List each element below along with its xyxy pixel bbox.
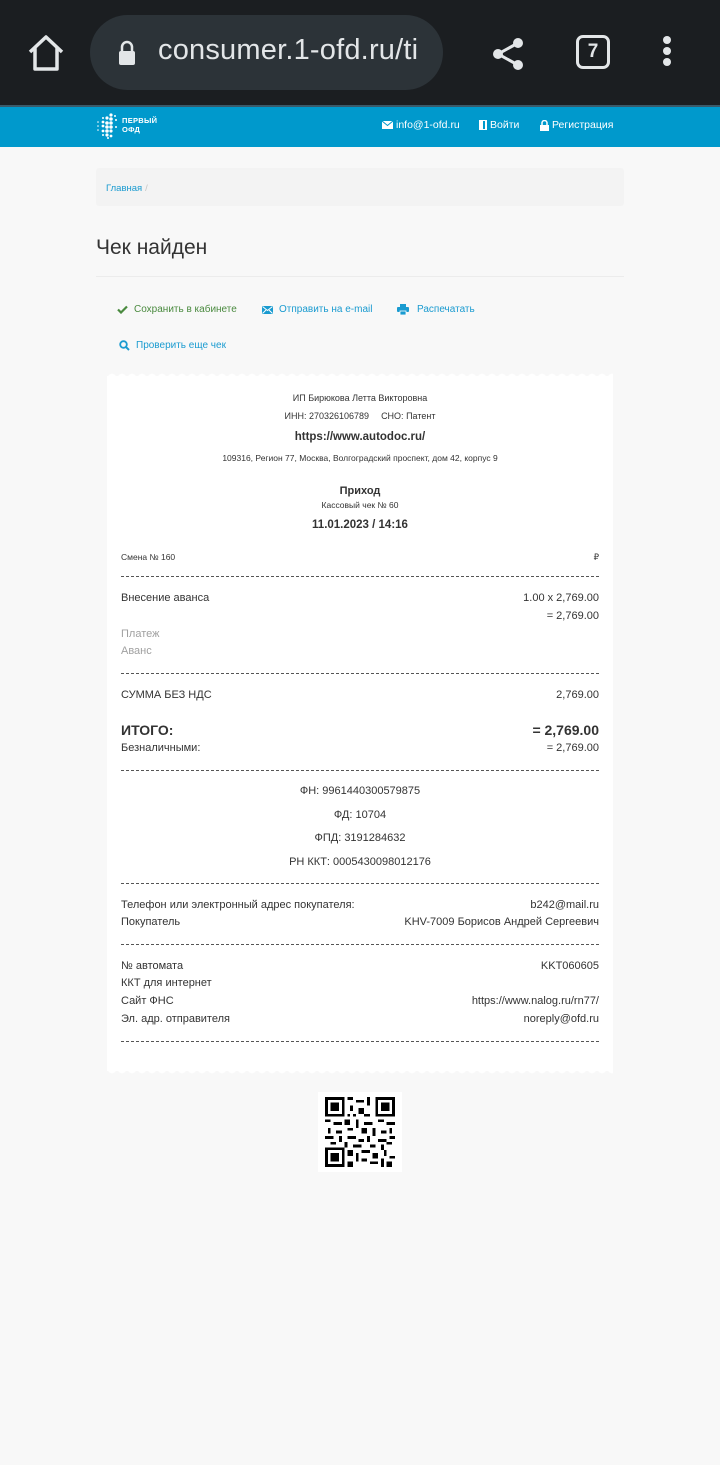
seller-tax-info — [107, 411, 613, 421]
save-to-cabinet-button[interactable] — [117, 304, 237, 315]
receipt-number: Кассовый чек № 60 — [321, 500, 399, 510]
divider — [121, 944, 599, 945]
sum-no-vat-label: СУММА БЕЗ НДС — [121, 689, 212, 701]
buyer-contact-label: Телефон или электронный адрес покупателя: — [121, 899, 355, 911]
kkt-internet-row — [121, 977, 599, 989]
sender-row — [121, 1013, 599, 1025]
item-total: = 2,769.00 — [546, 610, 599, 622]
checkmark-icon — [117, 305, 128, 314]
sum-no-vat-value: 2,769.00 — [556, 689, 599, 701]
header-register-text: Регистрация — [552, 119, 614, 131]
browser-toolbar — [0, 0, 720, 105]
operation-type: Приход — [339, 485, 381, 497]
page-title: Чек найден — [96, 236, 208, 259]
header-email-link[interactable] — [382, 119, 460, 131]
item-name: Внесение аванса — [121, 592, 210, 604]
envelope-icon — [262, 306, 273, 314]
machine-label: № автомата — [121, 960, 184, 972]
title-divider — [96, 276, 624, 277]
payment-subject — [121, 628, 599, 640]
item-total-row — [121, 610, 599, 622]
total-label: ИТОГО: — [121, 722, 174, 738]
receipt — [107, 376, 613, 1071]
buyer-row — [121, 916, 599, 928]
cashless-value: = 2,769.00 — [546, 742, 599, 754]
buyer-label: Покупатель — [121, 916, 181, 928]
check-another-receipt-button[interactable] — [119, 340, 226, 351]
home-icon[interactable] — [26, 33, 66, 73]
logo-text-line1: ПЕРВЫЙ — [122, 116, 158, 125]
fd-number: ФД: 10704 — [333, 809, 387, 821]
rn-kkt-number: РН ККТ: 0005430098012176 — [289, 856, 431, 868]
breadcrumb-home-link[interactable]: Главная — [106, 183, 143, 194]
cashless-row — [121, 742, 599, 754]
url-text[interactable]: consumer.1-ofd.ru/ti — [158, 34, 419, 66]
sender-label: Эл. адр. отправителя — [121, 1013, 230, 1025]
divider — [121, 883, 599, 884]
breadcrumb — [96, 168, 624, 206]
header-login-link[interactable] — [479, 119, 519, 131]
item-qty-price: 1.00 x 2,769.00 — [523, 592, 599, 604]
seller-sno: СНО: Патент — [381, 411, 436, 421]
fns-site-row — [121, 995, 599, 1007]
payment-subject-text: Платеж — [121, 628, 160, 640]
logo-text-line2: ОФД — [122, 125, 141, 134]
share-icon[interactable] — [490, 36, 526, 72]
buyer-value: KHV-7009 Борисов Андрей Сергеевич — [404, 916, 599, 928]
header-login-text: Войти — [490, 119, 520, 131]
shift-number: Смена № 160 — [121, 552, 176, 562]
header-email-text: info@1-ofd.ru — [396, 119, 460, 131]
site-header — [0, 105, 720, 147]
divider — [121, 576, 599, 577]
send-email-button[interactable] — [262, 304, 372, 315]
kkt-internet-label: ККТ для интернет — [121, 977, 212, 989]
seller-inn: ИНН: 270326106789 — [284, 411, 370, 421]
send-email-label: Отправить на e-mail — [279, 304, 373, 315]
tab-switcher-button[interactable]: 7 — [576, 35, 610, 69]
lock-icon — [118, 40, 136, 66]
login-door-icon — [479, 120, 487, 130]
item-row — [121, 592, 599, 604]
currency-sign: ₽ — [593, 552, 599, 562]
fpd-number: ФПД: 3191284632 — [314, 832, 406, 844]
print-label: Распечатать — [417, 304, 475, 315]
envelope-icon — [382, 121, 393, 129]
save-to-cabinet-label: Сохранить в кабинете — [134, 304, 237, 315]
machine-row — [121, 960, 599, 972]
lock-icon — [540, 120, 549, 131]
payment-method-text: Аванс — [121, 645, 152, 657]
divider — [121, 673, 599, 674]
total-row — [121, 722, 599, 738]
overflow-menu-icon[interactable] — [660, 36, 674, 72]
logo[interactable] — [95, 113, 165, 141]
divider — [121, 1041, 599, 1042]
logo-dots-icon — [95, 113, 119, 139]
seller-site: https://www.autodoc.ru/ — [294, 431, 426, 443]
shift-row — [121, 552, 599, 563]
buyer-contact-row — [121, 899, 599, 911]
receipt-qr-code — [318, 1092, 402, 1172]
divider — [121, 770, 599, 771]
receipt-datetime: 11.01.2023 / 14:16 — [312, 519, 408, 531]
header-register-link[interactable] — [540, 119, 613, 131]
printer-icon — [397, 304, 409, 315]
sum-no-vat-row — [121, 689, 599, 701]
machine-value: KKT060605 — [540, 960, 599, 972]
check-another-label: Проверить еще чек — [136, 340, 226, 351]
fns-site-value: https://www.nalog.ru/rn77/ — [471, 995, 599, 1007]
total-value: = 2,769.00 — [532, 722, 599, 738]
cashless-label: Безналичными: — [121, 742, 201, 754]
buyer-contact-value: b242@mail.ru — [530, 899, 599, 911]
seller-address: 109316, Регион 77, Москва, Волгоградский проспект, дом 42, корпус 9 — [222, 453, 498, 463]
search-icon — [119, 340, 130, 351]
breadcrumb-separator: / — [145, 183, 148, 194]
sender-value: noreply@ofd.ru — [523, 1013, 599, 1025]
fns-site-label: Сайт ФНС — [121, 995, 174, 1007]
print-button[interactable] — [397, 304, 475, 315]
seller-name: ИП Бирюкова Летта Викторовна — [292, 393, 428, 403]
fn-number: ФН: 9961440300579875 — [299, 785, 421, 797]
payment-method — [121, 645, 599, 657]
